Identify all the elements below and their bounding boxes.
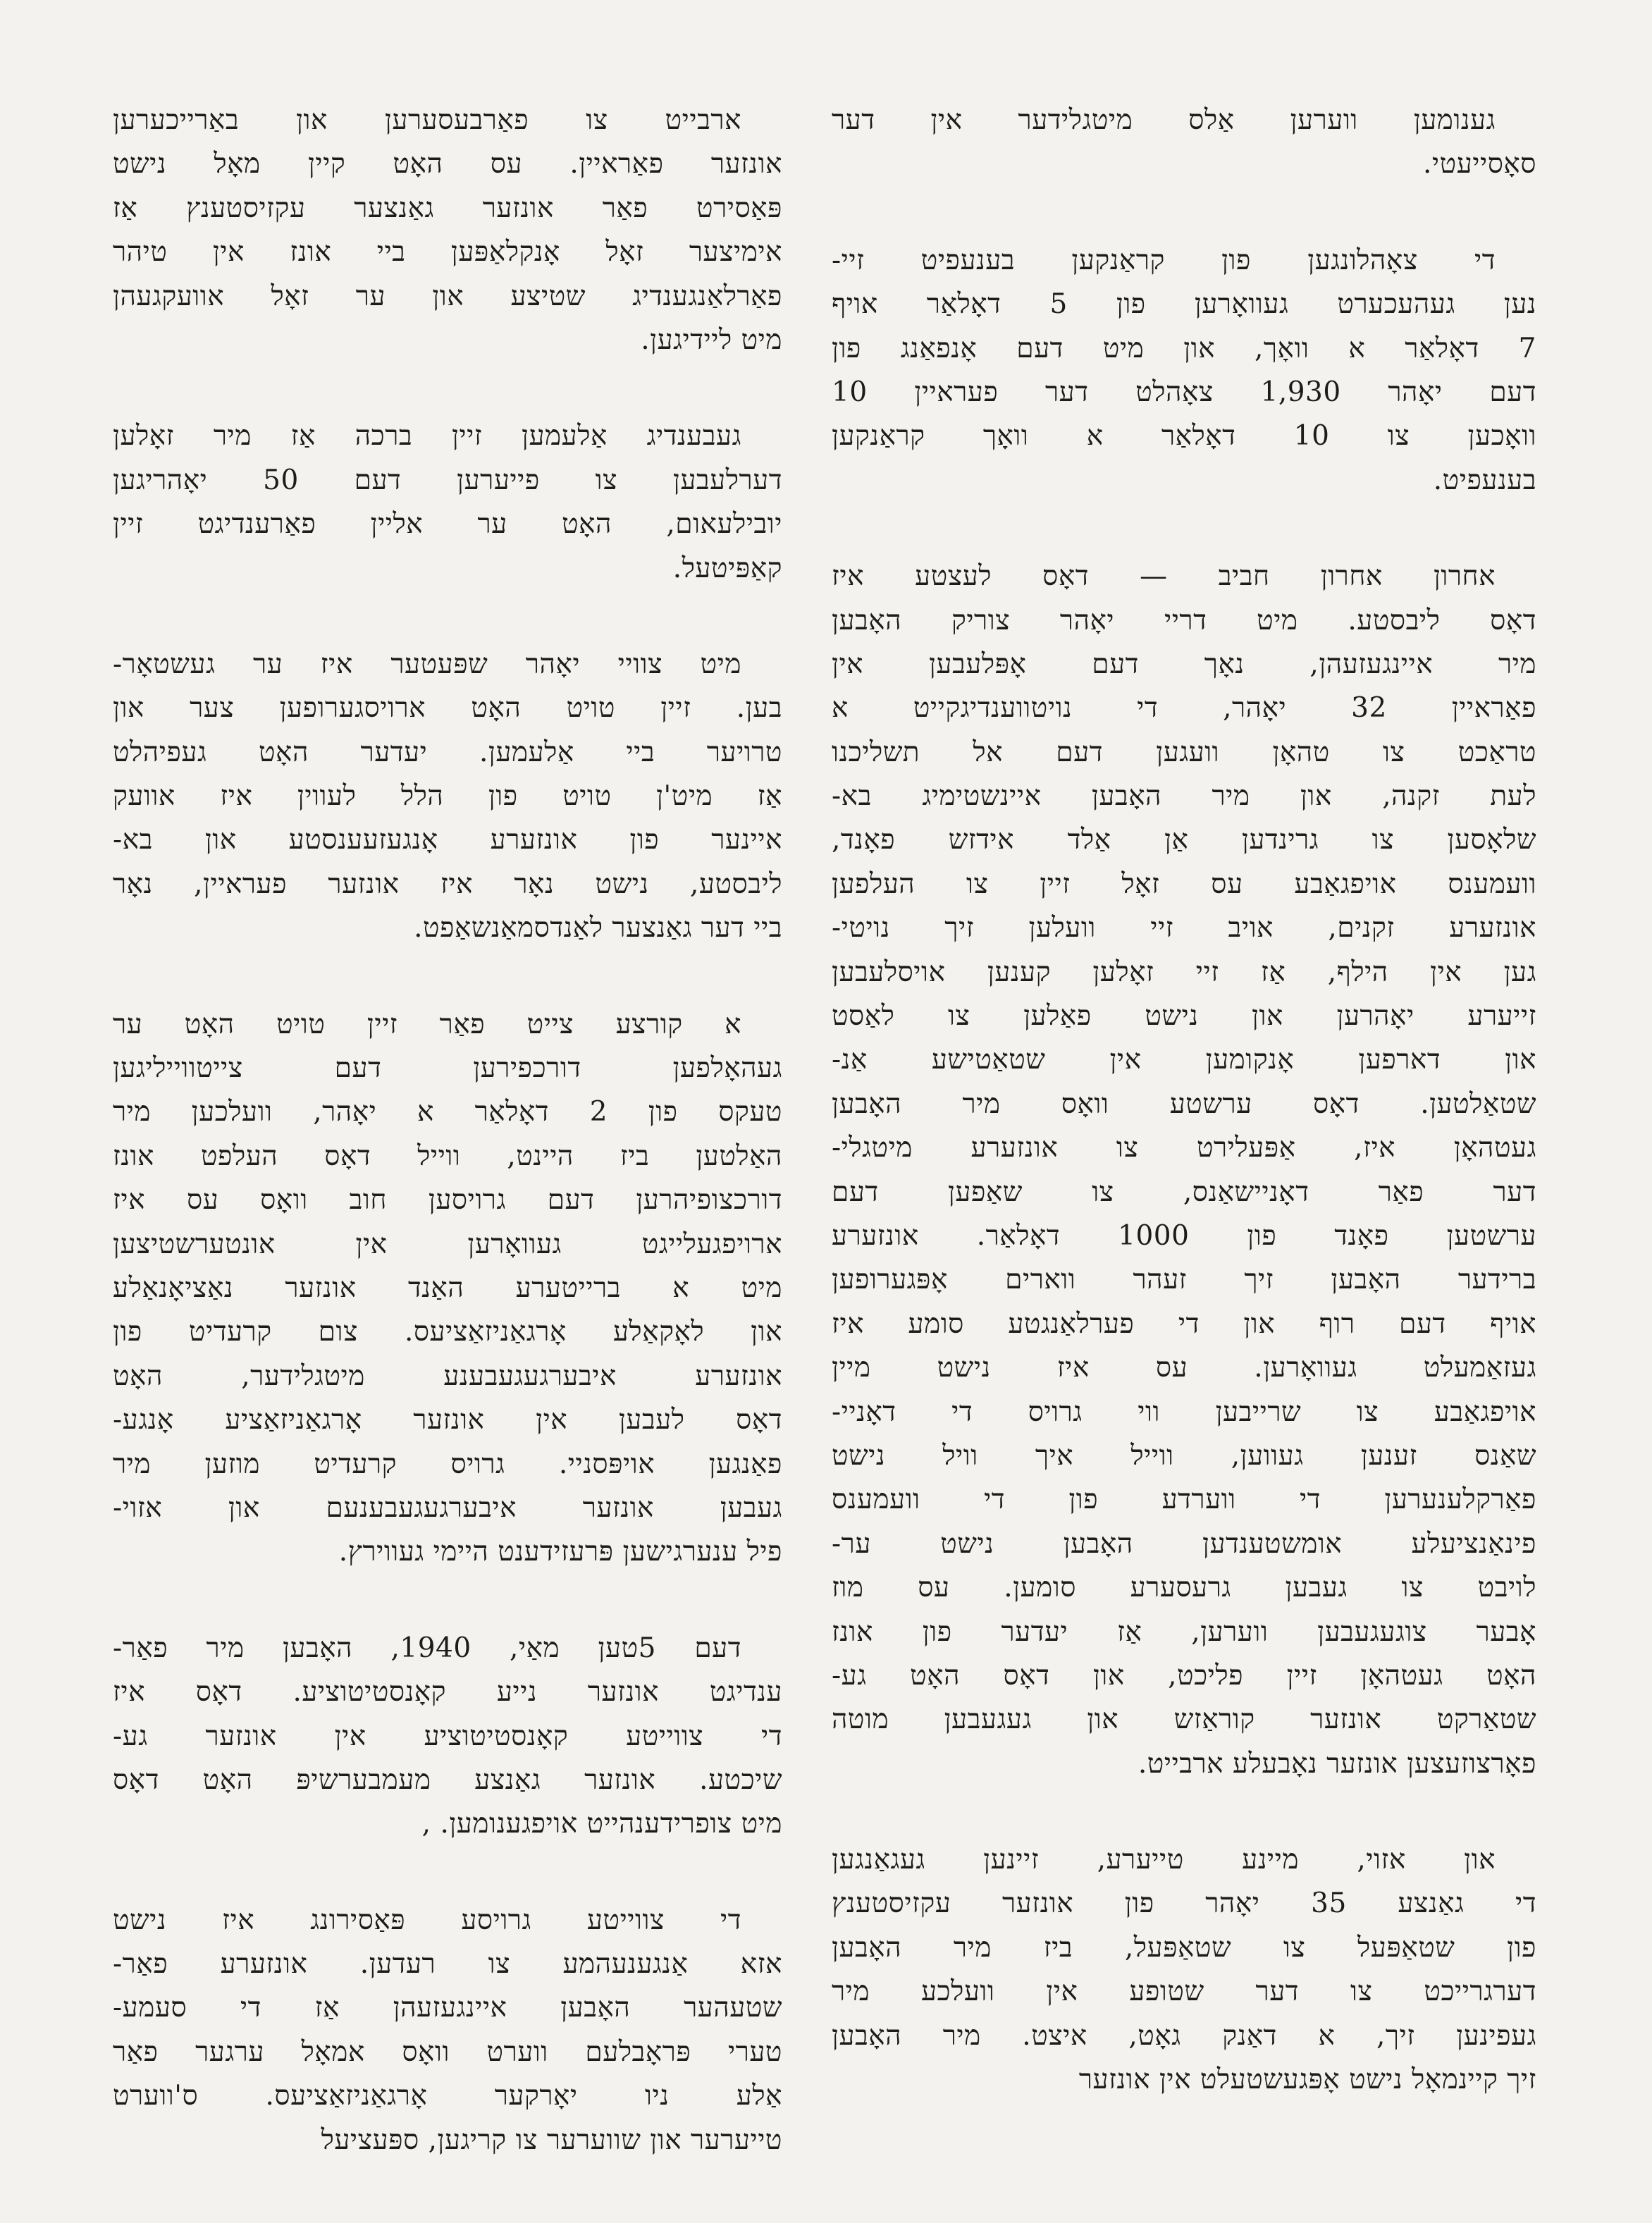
text-line: פאָרצוזעצען אונזער נאָבעלע ארבייט. bbox=[1138, 1747, 1536, 1780]
text-line: האַלטען ביז היינט, ווייל דאָס העלפט אונז bbox=[113, 1140, 782, 1172]
text-line: דערלעבען צו פייערען דעם 50 יאָהריגען bbox=[113, 464, 782, 496]
text-line: אזא אַנגענעהמע צו רעדען. אונזערע פאַר- bbox=[113, 1948, 782, 1981]
text-line: די צאָהלונגען פון קראַנקען בענעפיט זיי- bbox=[832, 244, 1496, 276]
paragraph bbox=[113, 99, 782, 362]
text-line: אויף דעם רוף און די פערלאַנגטע סומע איז bbox=[832, 1307, 1536, 1340]
text-line: קאַפּיטעל. bbox=[672, 552, 782, 584]
text-line: ארויפגעלייגט געוואָרען אין אונטערשטיצען bbox=[113, 1228, 782, 1260]
text-line: וואָכען צו 10 דאָלאַר א וואָך קראַנקען bbox=[832, 420, 1536, 452]
text-line: זיך קיינמאָל נישט אָפּגעשטעלט אין אונזער bbox=[1078, 2064, 1536, 2096]
text-line: טעקס פון 2 דאָלאַר א יאָהר, וועלכען מיר bbox=[113, 1096, 782, 1128]
text-line: די צווייטע קאָנסטיטוציע אין אונזער גע- bbox=[113, 1720, 782, 1752]
text-line: געפינען זיך, א דאַנק גאָט, איצט. מיר האָבען bbox=[832, 2019, 1536, 2052]
text-line: בען. זיין טויט האָט ארויסגערופען צער און bbox=[113, 692, 782, 725]
text-line: בענעפיט. bbox=[1433, 464, 1536, 496]
text-line: געבען אונזער איבערגעגעבענעם און אזוי- bbox=[113, 1491, 782, 1524]
text-line: אחרון אחרון חביב — דאָס לעצטע איז bbox=[832, 560, 1496, 593]
text-line: יובילעאום, האָט ער אליין פאַרענדיגט זיין bbox=[113, 508, 782, 541]
paragraph bbox=[113, 643, 782, 951]
text-line: אונזערע זקנים, אויב זיי וועלען זיך נויטי- bbox=[832, 912, 1536, 944]
text-line: דורכצופיהרען דעם גרויסען חוב וואָס עס איז bbox=[113, 1184, 782, 1217]
text-line: גען אין הילף, אַז זיי זאָלען קענען אויסלעבען bbox=[832, 956, 1536, 988]
text-line: מיט ליידיגען. bbox=[641, 324, 782, 356]
text-line: דערגרייכט צו דער שטופע אין וועלכע מיר bbox=[832, 1976, 1536, 2008]
text-line: געהאָלפען דורכפירען דעם צייטווייליגען bbox=[113, 1052, 782, 1085]
text-line: מיט צוויי יאָהר שפּעטער איז ער געשטאָר- bbox=[113, 648, 741, 680]
text-line: געטהאָן איז, אַפּעלירט צו אונזערע מיטגלי- bbox=[832, 1132, 1536, 1164]
text-line: אונזערע איבערגעגעבענע מיטגלידער, האָט bbox=[113, 1360, 782, 1392]
text-line: און אזוי, מיינע טייערע, זיינען געגאַנגען bbox=[832, 1844, 1496, 1876]
text-line: פאַרקלענערען די ווערדע פון די וועמענס bbox=[832, 1484, 1536, 1516]
text-line: אונזער פאַראיין. עס האָט קיין מאָל נישט bbox=[113, 148, 782, 180]
text-line: מיט צופרידענהייט אויפגענומען. , bbox=[421, 1808, 782, 1840]
text-line: אימיצער זאָל אָנקלאַפּען ביי אונז אין טיהר bbox=[113, 236, 782, 269]
text-line: און לאָקאַלע אָרגאַניזאַציעס. צום קרעדיט פון bbox=[113, 1316, 782, 1348]
text-line: דאָס ליבסטע. מיט דריי יאָהר צוריק האָבען bbox=[832, 604, 1536, 636]
text-line: מיט א ברייטערע האַנד אונזער נאַציאָנאַלע bbox=[113, 1271, 782, 1304]
text-line: ביי דער גאַנצער לאַנדסמאַנשאַפט. bbox=[414, 912, 782, 944]
text-line: מיר איינגעזעהן, נאָך דעם אָפּלעבען אין bbox=[832, 648, 1536, 680]
text-line: אָבער צוגעגעבען ווערען, אַז יעדער פון אונז bbox=[832, 1615, 1536, 1648]
text-line: דעם יאָהר 1,930 צאָהלט דער פעראיין 10 bbox=[832, 376, 1536, 408]
paragraph bbox=[832, 1838, 1536, 2102]
paragraph bbox=[113, 1899, 782, 2162]
text-line: דאָס לעבען אין אונזער אָרגאַניזאַציע אָנגע- bbox=[113, 1404, 782, 1436]
text-line: דעם 5טען מאַי, 1940, האָבען מיר פאַר- bbox=[113, 1632, 742, 1664]
text-line: פינאַנציעלע אומשטענדען האָבען נישט ער- bbox=[832, 1527, 1536, 1560]
text-line: די גאַנצע 35 יאָהר פון אונזער עקזיסטענץ bbox=[832, 1888, 1536, 1920]
left-column bbox=[113, 99, 782, 2215]
text-line: פאַרלאַנגענדיג שטיצע און ער זאָל אוועקגעהן bbox=[113, 280, 782, 312]
text-line: גענומען ווערען אַלס מיטגלידער אין דער bbox=[832, 104, 1496, 136]
text-line: און דארפען אָנקומען אין שטאַטישע אַנ- bbox=[832, 1044, 1536, 1076]
text-line: אַז מיט'ן טויט פון הלל לעווין איז אוועק bbox=[113, 780, 782, 813]
text-line: פּאַסירט פאַר אונזער גאַנצער עקזיסטענץ אַז bbox=[113, 192, 782, 224]
paragraph bbox=[832, 555, 1536, 1786]
paragraph bbox=[832, 99, 1536, 187]
text-line: פיל ענערגישען פּרעזידענט היימי געווירץ. bbox=[338, 1536, 782, 1568]
text-line: ענדיגט אונזער נייע קאָנסטיטוציע. דאָס איז bbox=[113, 1676, 782, 1708]
text-line: טערי פּראָבלעם ווערט וואָס אמאָל ערגער פאַר bbox=[113, 2036, 782, 2068]
text-line: אויפגאַבע צו שרייבען ווי גרויס די דאָניי- bbox=[832, 1396, 1536, 1428]
text-line: וועמענס אויפגאַבע עס זאָל זיין צו העלפען bbox=[832, 868, 1536, 900]
text-line: שאַנס זענען געווען, ווייל איך וויל נישט bbox=[832, 1439, 1536, 1472]
paragraph bbox=[113, 1627, 782, 1847]
text-line: ברידער האָבען זיך זעהר ווארים אָפּגערופען bbox=[832, 1264, 1536, 1296]
text-line: א קורצע צייט פאַר זיין טויט האָט ער bbox=[113, 1008, 741, 1040]
text-line: סאָסייעטי. bbox=[1423, 148, 1536, 180]
text-line: שטעהער האָבען איינגעזעהן אַז די סעמע- bbox=[113, 1992, 782, 2024]
text-line: פאַראיין 32 יאָהר, די נויטווענדיגקייט א bbox=[832, 692, 1536, 725]
text-line: 7 דאָלאַר א וואָך, און מיט דעם אָנפאַנג פון bbox=[832, 332, 1536, 364]
text-line: האָט געטהאָן זיין פליכט, און דאָס האָט גע- bbox=[832, 1659, 1536, 1692]
paragraph bbox=[113, 1003, 782, 1575]
text-line: טייערער און שווערער צו קריגען, ספּעציעל bbox=[321, 2124, 782, 2156]
paragraph bbox=[832, 239, 1536, 503]
text-line: די צווייטע גרויסע פּאַסירונג איז נישט bbox=[113, 1904, 741, 1936]
text-line: שטאַלטען. דאָס ערשטע וואָס מיר האָבען bbox=[832, 1088, 1536, 1120]
text-line: נען געהעכערט געוואָרען פון 5 דאָלאַר אויף bbox=[832, 288, 1536, 321]
text-line: טרויער ביי אַלעמען. יעדער האָט געפיהלט bbox=[113, 736, 782, 768]
paragraph bbox=[113, 414, 782, 591]
text-line: זייערע יאָהרען און נישט פאַלען צו לאַסט bbox=[832, 1000, 1536, 1033]
text-line: ארבייט צו פאַרבעסערען און באַרייכערען bbox=[113, 104, 741, 136]
text-line: לעת זקנה, און מיר האָבען איינשטימיג בא- bbox=[832, 780, 1536, 813]
text-line: שיכטע. אונזער גאַנצע מעמבערשיפּ האָט דאָס bbox=[113, 1763, 782, 1796]
text-line: טראַכט צו טהאָן וועגען דעם אל תשליכנו bbox=[832, 736, 1536, 768]
text-line: געזאַמעלט געוואָרען. עס איז נישט מיין bbox=[832, 1352, 1536, 1384]
text-line: שטאַרקט אונזער קוראַזש און געגעבען מוטה bbox=[832, 1704, 1536, 1736]
text-line: ליבסטע, נישט נאָר איז אונזער פעראיין, נאָר bbox=[113, 868, 782, 900]
text-line: אַלע ניו יאָרקער אָרגאַניזאַציעס. ס'ווערט bbox=[113, 2080, 782, 2112]
text-line: לויבט צו געבען גרעסערע סומען. עס מוז bbox=[832, 1572, 1536, 1604]
text-line: ערשטען פאָנד פון 1000 דאָלאַר. אונזערע bbox=[832, 1219, 1536, 1252]
right-column bbox=[832, 99, 1536, 2154]
text-line: שלאָסען צו גרינדען אַן אַלד אידזש פאָנד, bbox=[832, 824, 1536, 856]
text-line: פון שטאַפּעל צו שטאַפּעל, ביז מיר האָבען bbox=[832, 1931, 1536, 1964]
text-line: איינער פון אונזערע אָנגעזעענסטע און בא- bbox=[113, 824, 782, 856]
text-line: דער פאַר דאָניישאַנס, צו שאַפען דעם bbox=[832, 1176, 1536, 1208]
text-line: פאַנגען אויפּסניי. גרויס קרעדיט מוזען מיר bbox=[113, 1448, 782, 1480]
text-line: געבענדיג אַלעמען זיין ברכה אַז מיר זאָלען bbox=[113, 420, 741, 452]
